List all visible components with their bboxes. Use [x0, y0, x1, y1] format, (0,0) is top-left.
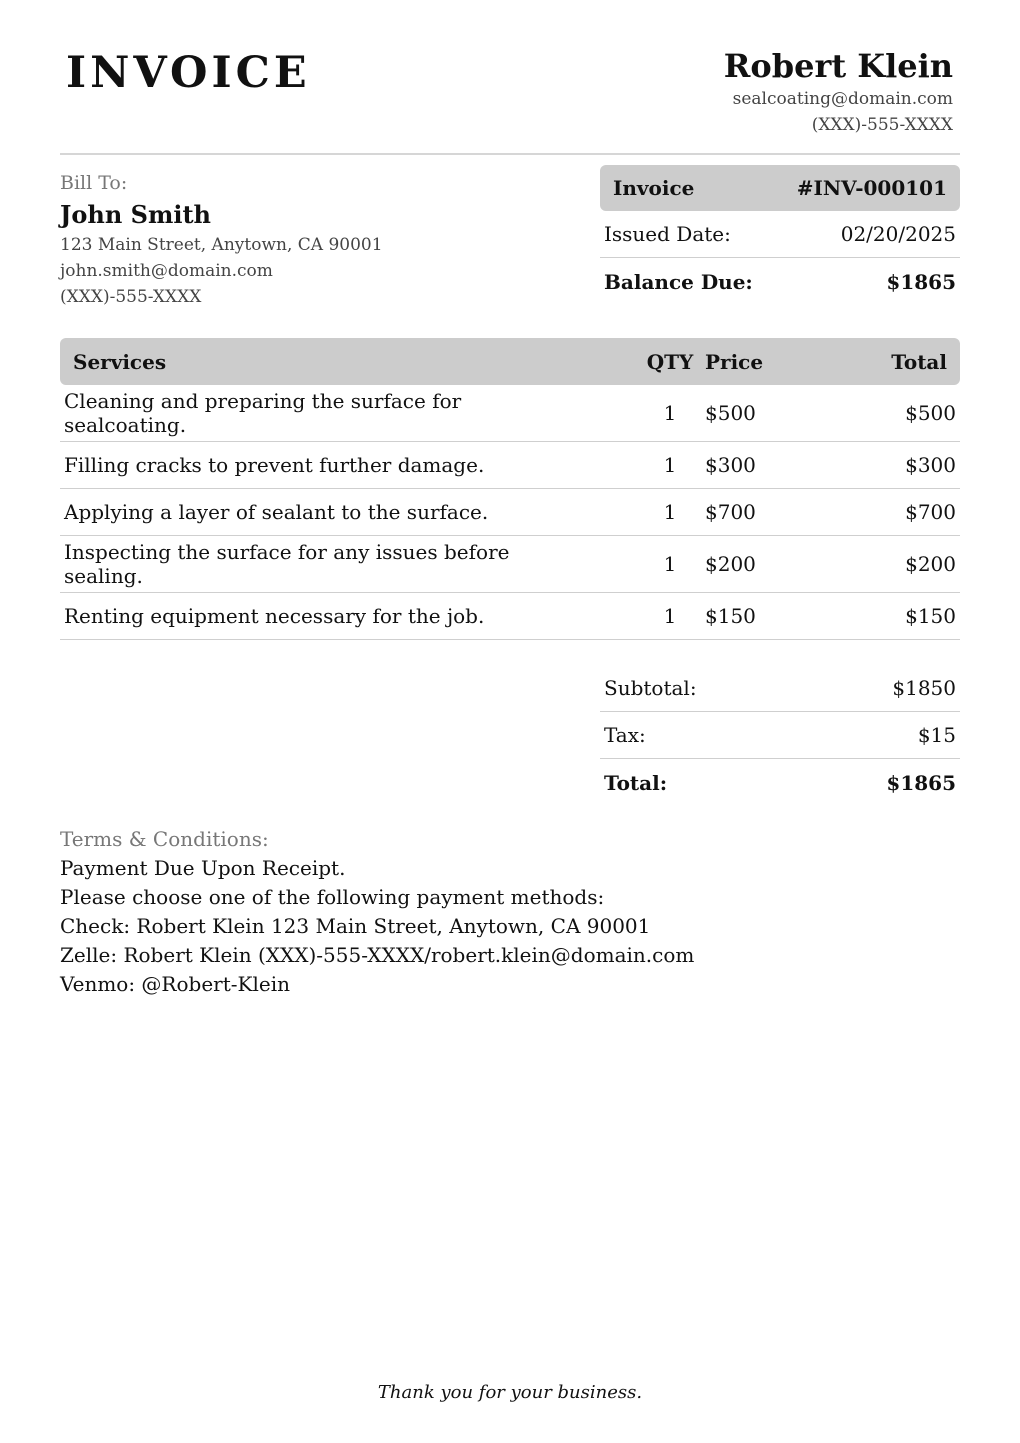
balance-due-value: $1865	[886, 269, 956, 294]
total-row	[600, 759, 960, 806]
invoice-label: Invoice	[613, 176, 695, 200]
service-total: $500	[905, 401, 956, 425]
terms-line: Venmo: @Robert-Klein	[60, 972, 290, 996]
totals-section	[600, 665, 960, 806]
service-description: Applying a layer of sealant to the surface.	[64, 500, 489, 524]
company-name: Robert Klein	[723, 47, 953, 85]
tax-label: Tax:	[604, 723, 646, 747]
service-total: $150	[905, 604, 956, 628]
service-price: $500	[705, 401, 756, 425]
service-total: $700	[905, 500, 956, 524]
service-qty: 1	[663, 401, 677, 425]
issued-date-row	[600, 211, 960, 258]
page-title: INVOICE	[66, 48, 311, 98]
table-row	[60, 385, 960, 442]
balance-due-label: Balance Due:	[604, 269, 753, 294]
service-qty: 1	[663, 552, 677, 576]
total-value: $1865	[886, 770, 956, 795]
client-email: john.smith@domain.com	[60, 261, 273, 281]
terms-section	[60, 825, 960, 999]
header-price: Price	[705, 349, 764, 374]
service-qty: 1	[663, 453, 677, 477]
company-phone: (XXX)-555-XXXX	[811, 115, 953, 135]
company-info	[724, 46, 953, 138]
subtotal-row	[600, 665, 960, 712]
service-price: $200	[705, 552, 756, 576]
services-table-header	[60, 338, 960, 385]
header-divider	[60, 153, 960, 155]
service-price: $700	[705, 500, 756, 524]
table-row	[60, 593, 960, 640]
bill-to-section	[60, 170, 500, 310]
company-email: sealcoating@domain.com	[732, 89, 953, 109]
subtotal-label: Subtotal:	[604, 676, 697, 700]
subtotal-value: $1850	[892, 676, 956, 700]
bill-to-label: Bill To:	[60, 172, 128, 194]
terms-line: Please choose one of the following payment methods:	[60, 885, 605, 909]
table-row	[60, 489, 960, 536]
issued-date-value: 02/20/2025	[840, 222, 956, 246]
service-description: Filling cracks to prevent further damage.	[64, 453, 485, 477]
service-total: $200	[905, 552, 956, 576]
total-label: Total:	[604, 770, 668, 795]
invoice-number-header	[600, 165, 960, 211]
terms-line: Payment Due Upon Receipt.	[60, 856, 346, 880]
client-phone: (XXX)-555-XXXX	[60, 287, 202, 307]
client-address: 123 Main Street, Anytown, CA 90001	[60, 235, 383, 255]
balance-due-row	[600, 258, 960, 305]
tax-value: $15	[917, 723, 956, 747]
service-price: $150	[705, 604, 756, 628]
footer-thanks: Thank you for your business.	[377, 1382, 643, 1403]
table-row	[60, 536, 960, 593]
service-qty: 1	[663, 604, 677, 628]
services-table	[60, 338, 960, 640]
terms-line: Zelle: Robert Klein (XXX)-555-XXXX/robert.klein@domain.com	[60, 943, 695, 967]
service-description: Renting equipment necessary for the job.	[64, 604, 485, 628]
terms-line: Check: Robert Klein 123 Main Street, Anytown, CA 90001	[60, 914, 651, 938]
tax-row	[600, 712, 960, 759]
table-row	[60, 442, 960, 489]
header-qty: QTY	[646, 349, 694, 374]
issued-date-label: Issued Date:	[604, 222, 731, 246]
header-services: Services	[73, 349, 167, 374]
client-name: John Smith	[60, 200, 211, 229]
service-description: Cleaning and preparing the surface for sealcoating.	[64, 389, 462, 437]
header-total: Total	[891, 349, 947, 374]
service-description: Inspecting the surface for any issues before sealing.	[64, 540, 510, 588]
service-total: $300	[905, 453, 956, 477]
invoice-number: #INV-000101	[796, 176, 947, 200]
invoice-page	[60, 0, 960, 1443]
service-qty: 1	[663, 500, 677, 524]
invoice-meta-box	[600, 165, 960, 305]
service-price: $300	[705, 453, 756, 477]
terms-label: Terms & Conditions:	[60, 827, 269, 851]
